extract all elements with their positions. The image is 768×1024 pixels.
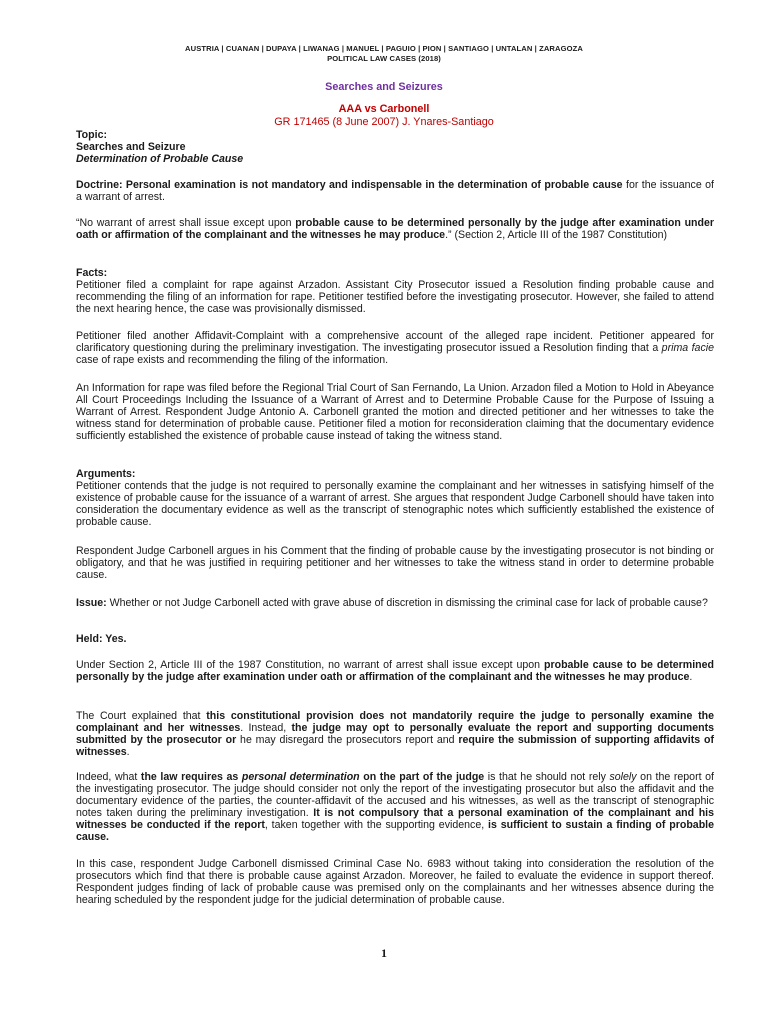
held-p1-end: . [689, 670, 693, 683]
facts-p2-text: Petitioner filed another Affidavit-Complaint with a comprehensive account of the alleged rape incident. Petitioner appeared for clarificatory questioning during the preliminary investigation. The investigating prosecutor issued a Resolution finding that a [76, 330, 714, 354]
held-paragraph-4: In this case, respondent Judge Carbonell dismissed Criminal Case No. 6983 without taking into consideration the resolution of the prosecutors which find that there is probable cause against Arzadon. Moreover, he failed to evaluate the evidence in support thereof. Respondent judges finding of lack of probable cause was premised only on the complainants and her witnesses absence during the hearing scheduled by the respondent judge for the judicial determination of probable cause. [76, 858, 714, 906]
held-p3-text-4: , taken together with the supporting evidence, [264, 818, 489, 831]
doctrine-rest: for the issuance of a warrant of arrest. [76, 179, 714, 203]
doctrine-paragraph [76, 180, 714, 204]
case-citation: GR 171465 (8 June 2007) J. Ynares-Santiago [274, 116, 494, 128]
topic-label: Topic: [76, 129, 107, 141]
facts-label: Facts: [76, 267, 108, 279]
held-p1-emphasis: probable cause to be determined personally by the judge after examination under oath or affirmation of the complainant and the witnesses he may produce [76, 659, 714, 683]
quote-close: .” [445, 228, 452, 241]
held-p2-emphasis: this constitutional provision does not mandatorily require the judge to personally examine the complainant and her witnesses [76, 710, 714, 734]
topic-subline: Determination of Probable Cause [76, 152, 244, 165]
held-p3-text: Indeed, what [76, 771, 141, 783]
issue-paragraph [76, 598, 714, 610]
held-p3-emphasis: the law requires as [140, 771, 242, 783]
held-p3-emphasis-2: on the part of the judge [359, 771, 485, 783]
issue-text: Whether or not Judge Carbonell acted with grave abuse of discretion in dismissing the criminal case for lack of probable cause? [106, 597, 708, 609]
topic-line: Searches and Seizure [76, 140, 186, 153]
subject-heading: Searches and Seizures [325, 81, 443, 93]
held-label: Held: Yes. [76, 633, 127, 645]
facts-paragraph-3: An Information for rape was filed before the Regional Trial Court of San Fernando, La Union. Arzadon filed a Motion to Hold in Abeyance All Court Proceedings Including the Issuance of a Warrant of Arrest and to Determine Probable Cause for the Purpose of Issuing a Warrant of Arrest. Respondent Judge Antonio A. Carbonell granted the motion and directed petitioner and her witnesses to take the witness stand for determination of probable cause. Petitioner filed a motion for reconsideration claiming that the documentary evidence sufficiently established the existence of probable cause instead of taking the witness stand. [76, 382, 714, 442]
held-p2-text-3: he may disregard the prosecutors report and [236, 733, 459, 746]
quote-open: “No warrant of arrest shall issue except upon [76, 217, 296, 229]
page-number: 1 [381, 946, 387, 960]
arguments-label: Arguments: [76, 468, 136, 480]
doctrine-statement: Doctrine: Personal examination is not mandatory and indispensable in the determination of probable cause [76, 179, 623, 191]
facts-p2-italic: prima facie [661, 341, 714, 354]
held-p2-end: . [126, 745, 130, 758]
held-p2-emphasis-3: require the submission of supporting affidavits of witnesses [76, 733, 714, 758]
held-p2-text-2: . Instead, [240, 721, 292, 734]
collection-subtitle: POLITICAL LAW CASES (2018) [327, 54, 441, 63]
held-p3-text-2: is that he should not rely [484, 771, 610, 783]
arguments-paragraph-2: Respondent Judge Carbonell argues in his Comment that the finding of probable cause by the investigating prosecutor is not binding or obligatory, and that he was justified in requiring petitioner and her witnesses to take the witness stand in order to determine probable cause. [76, 545, 714, 581]
held-p3-emphasis-4: is sufficient to sustain a finding of probable cause. [76, 818, 715, 843]
facts-paragraph-1: Petitioner filed a complaint for rape against Arzadon. Assistant City Prosecutor issued a Resolution finding probable cause and recommending the filing of an information for rape. Petitioner testified before the investigating prosecutor. However, she failed to attend the next hearing hence, the case was provisionally dismissed. [76, 279, 714, 315]
quote-emphasis: probable cause to be determined personally by the judge after examination under oath or affirmation of the complainant and the witnesses he may produce [76, 217, 715, 241]
held-paragraph-3 [76, 772, 714, 843]
held-p3-text-3: on the report of the investigating prosecutor. The judge should consider not only the report of the investigating prosecutor but also the affidavit and the documentary evidence of the parties, the counter-affidavit of the accused and his witnesses, as well as the transcript of stenographic notes taken during the preliminary investigation. [76, 771, 714, 819]
constitution-quote [76, 218, 714, 242]
held-paragraph-2 [76, 711, 714, 759]
held-p3-italic: solely [609, 771, 637, 783]
held-p1-text: Under Section 2, Article III of the 1987 Constitution, no warrant of arrest shall issue except upon [76, 659, 544, 671]
held-paragraph-1 [76, 660, 714, 684]
issue-label: Issue: [76, 597, 107, 609]
quote-citation: (Section 2, Article III of the 1987 Constitution) [451, 228, 668, 241]
case-title: AAA vs Carbonell [338, 103, 430, 115]
facts-paragraph-2 [76, 331, 714, 367]
held-p2-text: The Court explained that [76, 710, 207, 722]
authors-header: AUSTRIA | CUANAN | DUPAYA | LIWANAG | MANUEL | PAGUIO | PION | SANTIAGO | UNTALAN | ZARAGOZA [185, 44, 583, 53]
held-p2-emphasis-2: the judge may opt to personally evaluate the report and supporting documents submitted by the prosecutor or [76, 721, 714, 746]
held-p3-emphasis-3: It is not compulsory that a personal examination of the complainant and his witnesses be conducted if the report [76, 806, 715, 831]
arguments-paragraph-1: Petitioner contends that the judge is not required to personally examine the complainant and her witnesses in satisfying himself of the existence of probable cause for the issuance of a warrant of arrest. She argues that respondent Judge Carbonell should have taken into consideration the documentary evidence as well as the transcript of stenographic notes which sufficiently established the existence of probable cause. [76, 480, 714, 528]
topic-section [76, 130, 714, 166]
facts-p2-text-end: case of rape exists and recommending the filing of the information. [76, 353, 389, 366]
held-p3-emphasis-italic: personal determination [241, 771, 360, 783]
